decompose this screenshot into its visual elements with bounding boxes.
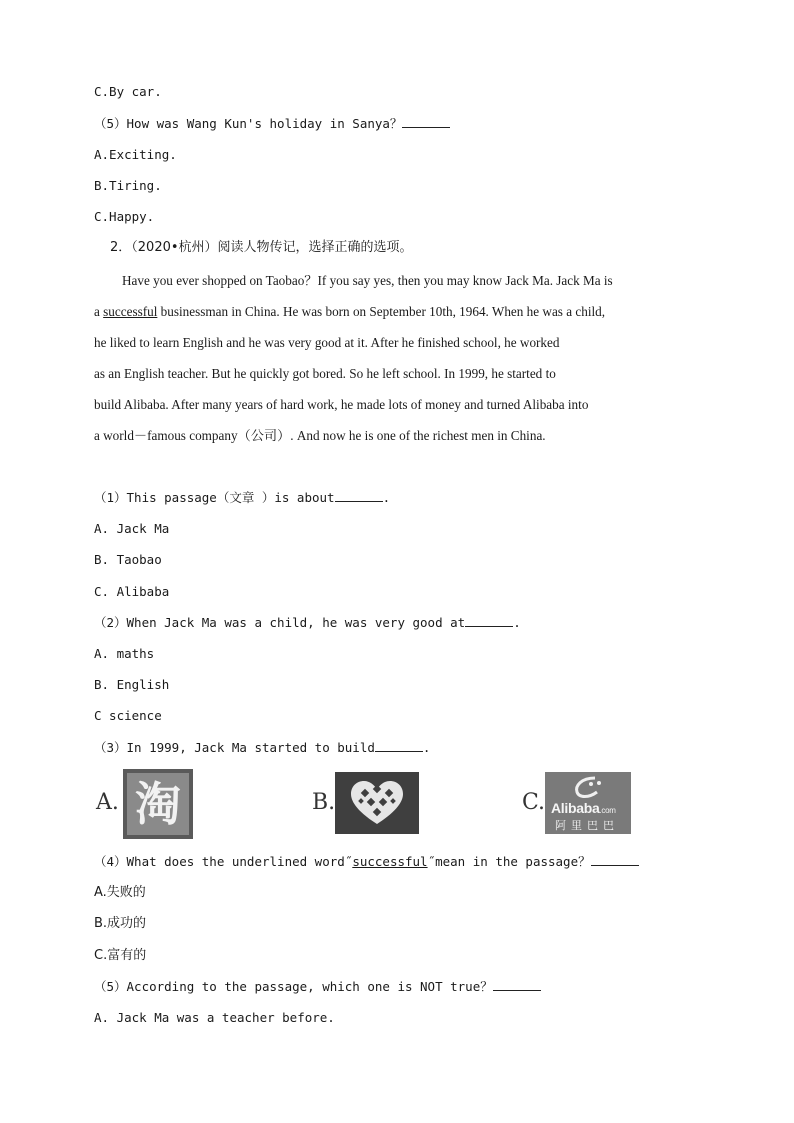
passage-line-4 (94, 358, 718, 389)
option-b: B. Taobao (94, 552, 162, 567)
taobao-glyph: 淘 (135, 777, 181, 831)
question-text: （5）How was Wang Kun's holiday in Sanya？ (94, 116, 403, 131)
option-b: B.成功的 (94, 916, 147, 931)
passage-text: he liked to learn English and he was very good at it. After he finished school, he worked (94, 335, 560, 350)
question-text: （5）According to the passage, which one is NOT true？ (94, 979, 493, 994)
option-a: A. maths (94, 646, 155, 661)
answer-blank[interactable] (402, 116, 450, 128)
alibaba-chinese-name: 阿里巴巴 (555, 819, 619, 832)
passage-text: build Alibaba. After many years of hard work, he made lots of money and turned Alibaba into (94, 397, 589, 412)
passage-line-3 (94, 327, 718, 358)
answer-blank[interactable] (335, 490, 383, 502)
heart-logo-icon (335, 772, 419, 834)
option-c: C. Alibaba (94, 584, 170, 599)
answer-blank[interactable] (465, 615, 513, 627)
taobao-logo-icon (123, 769, 193, 839)
alibaba-wordmark: Alibaba.com (551, 800, 616, 816)
option-c: C science (94, 708, 162, 723)
option-c-by-car: C.By car. (94, 84, 162, 99)
alibaba-logo-icon (545, 772, 631, 834)
option-c: C.Happy. (94, 209, 155, 224)
passage-line-1 (94, 265, 718, 296)
passage-text: a world－famous company（公司）. And now he is one of the richest men in China. (94, 428, 546, 443)
question-text: （4）What does the underlined word (94, 854, 345, 869)
option-a: A.Exciting. (94, 147, 177, 162)
logo-option-c-letter: C. (522, 790, 546, 815)
option-c: C.富有的 (94, 948, 147, 963)
subquestion-2: （2）When Jack Ma was a child, he was very good at . (94, 615, 521, 630)
option-a: A. Jack Ma was a teacher before. (94, 1010, 335, 1025)
question-5-holiday (94, 116, 450, 132)
logo-option-b-letter: B. (312, 790, 336, 815)
passage-text: a successful businessman in China. He was born on September 10th, 1964. When he was a child, (94, 304, 606, 319)
question-2-heading: 2．（2020•杭州）阅读人物传记，选择正确的选项。 (110, 240, 413, 255)
answer-blank[interactable] (375, 740, 423, 752)
answer-blank[interactable] (591, 854, 639, 866)
option-a: A.失败的 (94, 885, 146, 900)
question-text: （3）In 1999, Jack Ma started to build (94, 740, 375, 755)
option-b: B.Tiring. (94, 178, 162, 193)
question-text: （2）When Jack Ma was a child, he was very good at (94, 615, 466, 630)
logo-option-a-letter: A. (96, 790, 119, 815)
option-a: A. Jack Ma (94, 521, 170, 536)
subquestion-1: （1）This passage（文章 ）is about . (94, 490, 391, 505)
question-text: （1）This passage（文章 ）is about (94, 490, 335, 505)
subquestion-5 (94, 979, 541, 995)
passage-text: Have you ever shopped on Taobao？If you say yes, then you may know Jack Ma. Jack Ma is (122, 273, 613, 288)
underlined-word: successful (103, 304, 158, 319)
heart-icon (335, 772, 419, 834)
option-b: B. English (94, 677, 170, 692)
passage-line-6 (94, 420, 718, 451)
underlined-word: successful (352, 854, 428, 869)
passage-line-2 (94, 296, 718, 327)
passage-text: as an English teacher. But he quickly got bored. So he left school. In 1999, he started to (94, 366, 556, 381)
subquestion-3: （3）In 1999, Jack Ma started to build . (94, 740, 431, 755)
reading-passage (94, 265, 718, 451)
subquestion-4: （4）What does the underlined word˝successful˝mean in the passage？ (94, 854, 639, 870)
answer-blank[interactable] (493, 979, 541, 991)
passage-line-5 (94, 389, 718, 420)
